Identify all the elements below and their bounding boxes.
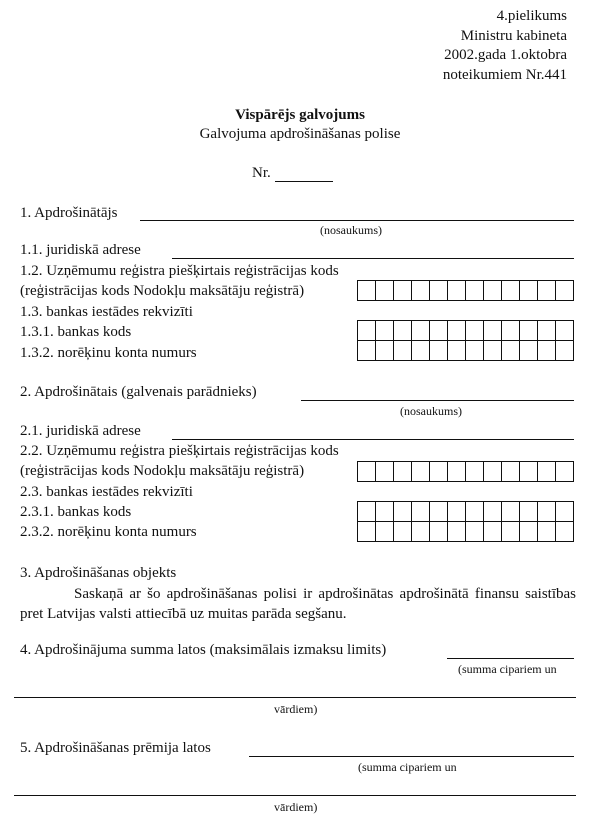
- insured-bank-code-label: 2.3.1. bankas kods: [20, 504, 132, 520]
- regulation-date: 2002.gada 1.oktobra: [444, 47, 567, 63]
- insurer-name-hint: (nosaukums): [320, 223, 382, 237]
- insured-address-label: 2.1. juridiskā adrese: [20, 423, 141, 439]
- insurer-heading: 1. Apdrošinātājs: [20, 205, 118, 221]
- policy-number-field[interactable]: [275, 181, 333, 182]
- ministry-label: Ministru kabineta: [460, 28, 567, 44]
- policy-number-label: Nr.: [252, 165, 271, 181]
- insurer-bank-code-label: 1.3.1. bankas kods: [20, 324, 132, 340]
- insured-reg-code-label: 2.2. Uzņēmumu reģistra piešķirtais reģistrācijas kods: [20, 443, 339, 459]
- premium-field[interactable]: [249, 756, 574, 757]
- insurer-address-field[interactable]: [172, 258, 574, 259]
- premium-heading: 5. Apdrošināšanas prēmija latos: [20, 740, 211, 756]
- sum-insured-words-field[interactable]: [14, 697, 576, 698]
- sum-insured-field[interactable]: [447, 658, 574, 659]
- insured-bank-details-label: 2.3. bankas iestādes rekvizīti: [20, 484, 193, 500]
- insured-reg-code-sublabel: (reģistrācijas kods Nodokļu maksātāju reģistrā): [20, 463, 305, 479]
- insurer-bank-boxes[interactable]: [357, 320, 574, 361]
- premium-hint-continued: vārdiem): [274, 800, 318, 814]
- insured-reg-code-boxes[interactable]: [357, 461, 574, 482]
- insured-address-field[interactable]: [172, 439, 574, 440]
- document-subtitle: Galvojuma apdrošināšanas polise: [199, 126, 401, 142]
- annex-number: 4.pielikums: [496, 8, 567, 24]
- premium-words-field[interactable]: [14, 795, 576, 796]
- insured-bank-boxes[interactable]: [357, 501, 574, 542]
- insurer-address-label: 1.1. juridiskā adrese: [20, 242, 141, 258]
- sum-insured-hint: (summa cipariem un: [458, 662, 557, 676]
- insured-name-field[interactable]: [301, 400, 574, 401]
- insurer-reg-code-sublabel: (reģistrācijas kods Nodokļu maksātāju reģistrā): [20, 283, 305, 299]
- insurer-name-field[interactable]: [140, 220, 574, 221]
- insurance-object-heading: 3. Apdrošināšanas objekts: [20, 565, 177, 581]
- insurer-account-label: 1.3.2. norēķinu konta numurs: [20, 345, 197, 361]
- sum-insured-hint-continued: vārdiem): [274, 702, 318, 716]
- insurer-reg-code-label: 1.2. Uzņēmumu reģistra piešķirtais reģistrācijas kods: [20, 263, 339, 279]
- insured-heading: 2. Apdrošinātais (galvenais parādnieks): [20, 384, 257, 400]
- insured-name-hint: (nosaukums): [400, 404, 462, 418]
- regulation-number: noteikumiem Nr.441: [442, 67, 567, 83]
- insured-account-label: 2.3.2. norēķinu konta numurs: [20, 524, 197, 540]
- insurer-reg-code-boxes[interactable]: [357, 280, 574, 301]
- insurer-bank-details-label: 1.3. bankas iestādes rekvizīti: [20, 304, 193, 320]
- document-title: Vispārējs galvojums: [235, 107, 365, 123]
- premium-hint: (summa cipariem un: [358, 760, 457, 774]
- sum-insured-heading: 4. Apdrošinājuma summa latos (maksimālais izmaksu limits): [20, 642, 387, 658]
- insurance-object-text: Saskaņā ar šo apdrošināšanas polisi ir apdrošinātas apdrošinātā finansu saistības pret Latvijas valsti attiecībā uz muitas parāda segšanu.: [20, 586, 576, 622]
